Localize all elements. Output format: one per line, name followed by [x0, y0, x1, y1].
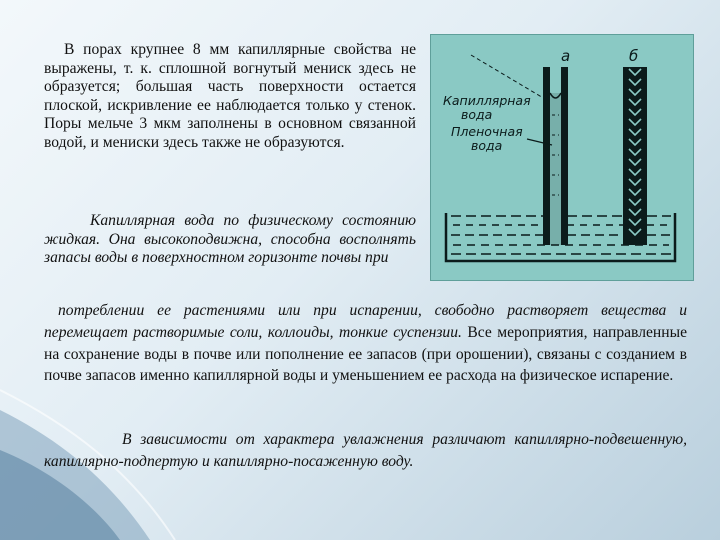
capillary-water-label-line1: Капиллярная	[443, 93, 531, 108]
paragraph-capillary-water-state	[44, 212, 416, 268]
paragraph-capillary-water-measures: Все мероприятия, направленные на сохранение воды в почве или пополнение ее запасов (при орошении), связаны с созданием в почве запасов именно капиллярной воды и уменьшением ее расхода на физическое испарение.	[44, 323, 688, 385]
film-water-label-line1: Пленочная	[451, 124, 523, 139]
paragraph-capillary-water-state-text: Капиллярная вода по физическому состоянию жидкая. Она высокоподвижна, способна восполнять запасы воды в поверхностном горизонте почвы при	[44, 212, 416, 267]
paragraph-large-pores-text: В порах крупнее 8 мм капиллярные свойства не выражены, т. к. сплошной вогнутый мениск здесь не образуется; большая часть поверхности остается плоской, искривление ее наблюдается только у стенок. Поры мельче 3 мкм заполнены в основном связанной водой, и мениски здесь также не образуются.	[44, 41, 416, 151]
paragraph-capillary-water-properties-italic: потреблении ее растениями или при испарении, свободно растворяет вещества и перемещает растворимые соли, коллоиды, тонкие суспензии.	[44, 302, 687, 341]
tube-a	[543, 67, 568, 245]
tube-b	[623, 67, 647, 245]
tube-a-label: а	[561, 47, 571, 65]
paragraph-capillary-water-types-text: В зависимости от характера увлажнения различают капиллярно-подвешенную, капиллярно-подпертую и капиллярно-посаженную воду.	[44, 431, 687, 470]
capillary-tubes-figure	[430, 34, 694, 281]
film-water-label-line2: вода	[471, 138, 503, 153]
paragraph-capillary-water-types	[44, 429, 687, 473]
paragraph-large-pores	[44, 41, 416, 153]
paragraph-capillary-water-properties	[44, 300, 687, 387]
capillary-water-label-line2: вода	[461, 107, 493, 122]
tube-b-label: б	[629, 47, 639, 65]
